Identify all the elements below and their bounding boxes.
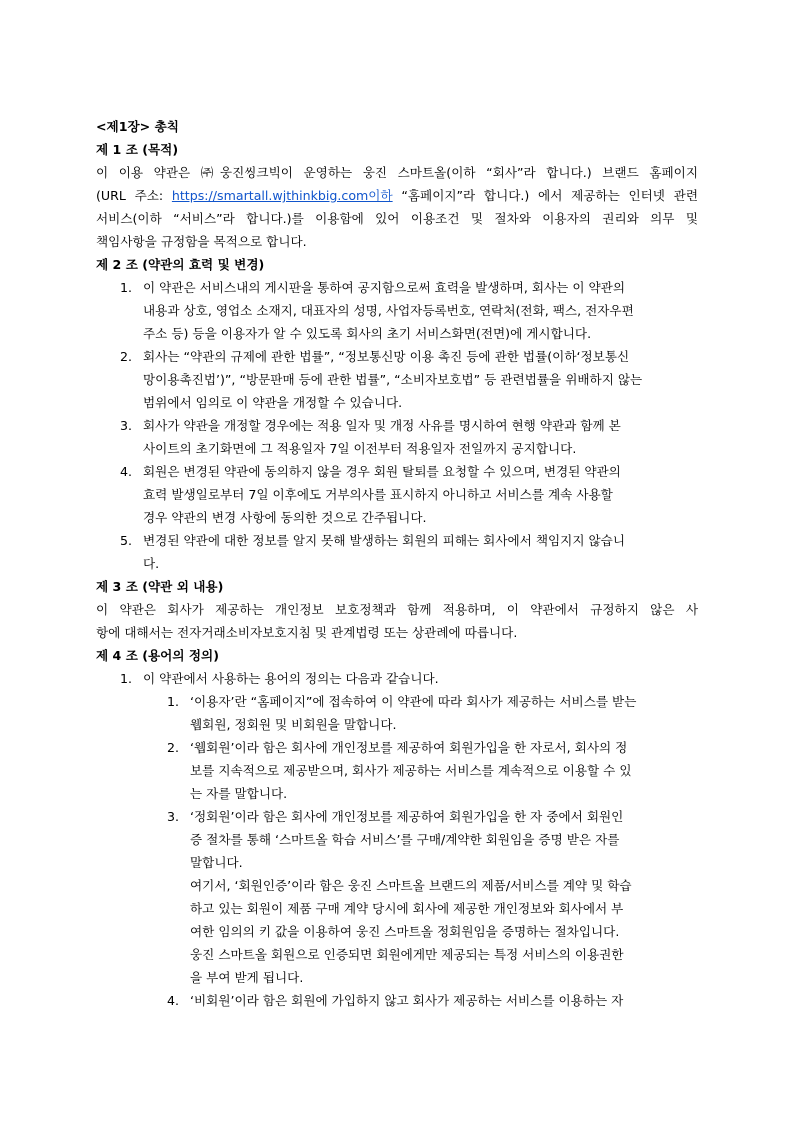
sub-list-number: 2. [167, 740, 180, 755]
sub-list-item-continuation: 여기서, ‘회원인증’이라 함은 웅진 스마트올 브랜드의 제품/서비스를 계약 및 학습 [190, 878, 632, 893]
list-number: 3. [120, 418, 133, 433]
list-item-continuation: 내용과 상호, 영업소 소재지, 대표자의 성명, 사업자등록번호, 연락처(전화, 팩스, 전자우편 [143, 303, 634, 318]
list-item-continuation: 망이용촉진법’)”, “방문판매 등에 관한 법률”, “소비자보호법” 등 관련법률을 위배하지 않는 [143, 372, 643, 387]
article-1-title: 제 1 조 (목적) [96, 142, 179, 157]
url-label: (URL 주소: [96, 188, 172, 203]
sub-list-number: 3. [167, 809, 180, 824]
sub-list-item-continuation: 을 부여 받게 됩니다. [190, 970, 304, 985]
sub-list-item-text: ‘웹회원’이라 함은 회사에 개인정보를 제공하여 회원가입을 한 자로서, 회사의 정 [190, 740, 628, 755]
list-item-continuation: 범위에서 임의로 이 약관을 개정할 수 있습니다. [143, 395, 403, 410]
list-item-continuation: 다. [143, 556, 160, 571]
sub-list-item-continuation: 하고 있는 회원이 제품 구매 계약 당시에 회사에 제공한 개인정보와 회사에서 부 [190, 901, 624, 916]
list-item [96, 414, 698, 437]
sub-list-item-continuation: 보를 지속적으로 제공받으며, 회사가 제공하는 서비스를 계속적으로 이용할 수 있 [190, 763, 632, 778]
list-item-text: 회원은 변경된 약관에 동의하지 않을 경우 회원 탈퇴를 요청할 수 있으며, 변경된 약관의 [143, 464, 621, 479]
list-item-text: 변경된 약관에 대한 정보를 알지 못해 발생하는 회원의 피해는 회사에서 책임지지 않습니 [143, 533, 625, 548]
sub-list-item-text: ‘비회원’이라 함은 회원에 가입하지 않고 회사가 제공하는 서비스를 이용하는 자 [190, 993, 624, 1008]
list-number: 1. [120, 671, 133, 686]
sub-list-item-continuation: 웅진 스마트올 회원으로 인증되면 회원에게만 제공되는 특정 서비스의 이용권한 [190, 947, 624, 962]
article-1-line-with-link [96, 184, 698, 207]
sub-list-item-continuation: 말합니다. [190, 855, 243, 870]
list-item-continuation: 경우 약관의 변경 사항에 동의한 것으로 간주됩니다. [143, 510, 427, 525]
sub-list-item [96, 736, 698, 759]
article-3-line: 이 약관은 회사가 제공하는 개인정보 보호정책과 함께 적용하며, 이 약관에서 규정하지 않은 사 [96, 602, 698, 617]
article-1-line-rest: “홈페이지”라 합니다.) 에서 제공하는 인터넷 관련 [392, 188, 698, 203]
list-item [96, 345, 698, 368]
sub-list-number: 4. [167, 993, 180, 1008]
sub-list-item-text: ‘정회원’이라 함은 회사에 개인정보를 제공하여 회원가입을 한 자 중에서 회원인 [190, 809, 624, 824]
sub-list-item-continuation: 증 절차를 통해 ‘스마트올 학습 서비스’를 구매/계약한 회원임을 증명 받은 자를 [190, 832, 620, 847]
article-3-line: 항에 대해서는 전자거래소비자보호지침 및 관계법령 또는 상관례에 따릅니다. [96, 625, 518, 640]
chapter-heading: <제1장> 총칙 [96, 119, 179, 134]
article-1-line: 이 이용 약관은 ㈜웅진씽크빅이 운영하는 웅진 스마트올(이하 “회사”라 합니다.) 브랜드 홈페이지 [96, 165, 698, 180]
sub-list-item [96, 690, 698, 713]
list-item-text: 회사가 약관을 개정할 경우에는 적용 일자 및 개정 사유를 명시하여 현행 약관과 함께 본 [143, 418, 621, 433]
list-item-text: 이 약관은 서비스내의 게시판을 통하여 공지함으로써 효력을 발생하며, 회사는 이 약관의 [143, 280, 625, 295]
terms-document [96, 115, 698, 1012]
list-item-text: 회사는 “약관의 규제에 관한 법률”, “정보통신망 이용 촉진 등에 관한 법률(이하‘정보통신 [143, 349, 630, 364]
list-item-continuation: 효력 발생일로부터 7일 이후에도 거부의사를 표시하지 아니하고 서비스를 계속 사용할 [143, 487, 613, 502]
list-item [96, 529, 698, 552]
sub-list-item [96, 989, 698, 1012]
list-item-text: 이 약관에서 사용하는 용어의 정의는 다음과 같습니다. [143, 671, 439, 686]
list-item [96, 667, 698, 690]
sub-list-item-text: ‘이용자’란 “홈페이지”에 접속하여 이 약관에 따라 회사가 제공하는 서비스를 받는 [190, 694, 637, 709]
list-item-continuation: 주소 등) 등을 이용자가 알 수 있도록 회사의 초기 서비스화면(전면)에 게시합니다. [143, 326, 592, 341]
article-2-title: 제 2 조 (약관의 효력 및 변경) [96, 257, 265, 272]
article-1-line: 책임사항을 규정함을 목적으로 합니다. [96, 234, 307, 249]
article-4-title: 제 4 조 (용어의 정의) [96, 648, 219, 663]
sub-list-item-continuation: 웹회원, 정회원 및 비회원을 말합니다. [190, 717, 397, 732]
article-1-line: 서비스(이하 “서비스”라 합니다.)를 이용함에 있어 이용조건 및 절차와 이용자의 권리와 의무 및 [96, 211, 698, 226]
list-number: 2. [120, 349, 133, 364]
list-item [96, 276, 698, 299]
sub-list-item-continuation: 는 자를 말합니다. [190, 786, 288, 801]
list-number: 4. [120, 464, 133, 479]
list-number: 5. [120, 533, 133, 548]
list-item-continuation: 사이트의 초기화면에 그 적용일자 7일 이전부터 적용일자 전일까지 공지합니다. [143, 441, 577, 456]
sub-list-number: 1. [167, 694, 180, 709]
article-3-title: 제 3 조 (약관 외 내용) [96, 579, 224, 594]
list-item [96, 460, 698, 483]
sub-list-item [96, 805, 698, 828]
homepage-url-link[interactable]: https://smartall.wjthinkbig.com이하 [171, 188, 393, 203]
list-number: 1. [120, 280, 133, 295]
sub-list-item-continuation: 여한 임의의 키 값을 이용하여 웅진 스마트올 정회원임을 증명하는 절차입니다. [190, 924, 620, 939]
